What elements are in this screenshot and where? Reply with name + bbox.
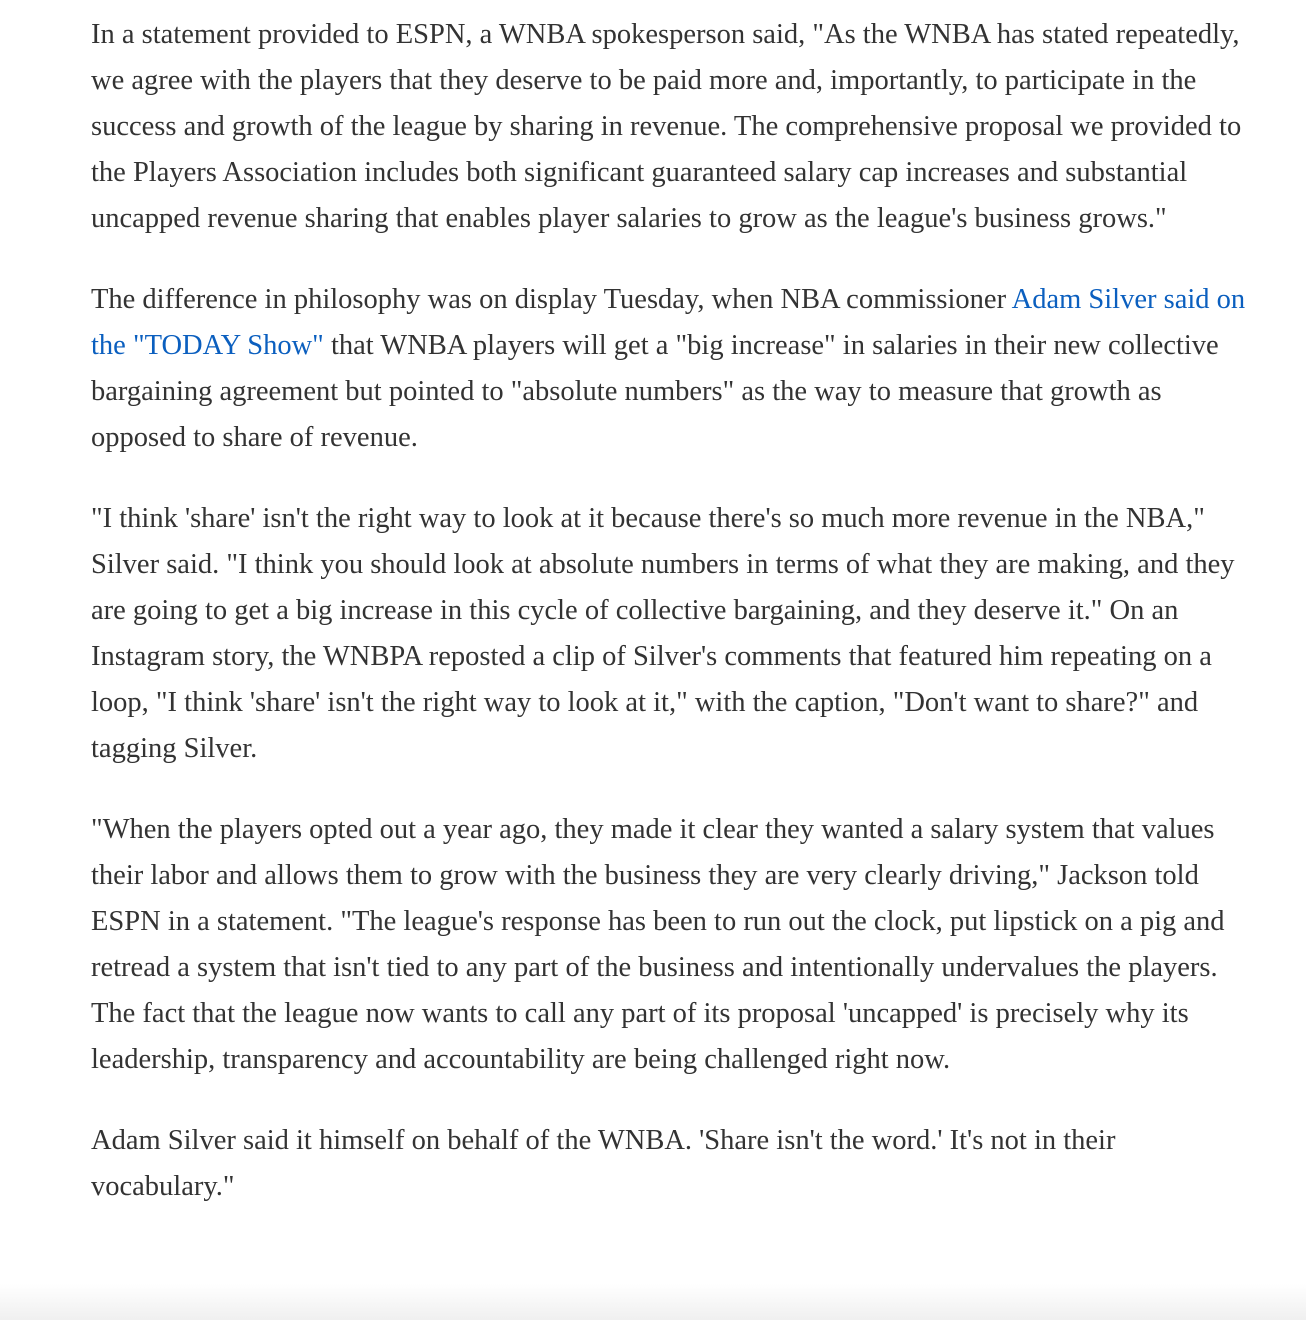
today-show-link[interactable]: Adam Silver said on the "TODAY Show" bbox=[91, 284, 1246, 361]
paragraph-wnba-statement: In a statement provided to ESPN, a WNBA spokesperson said, "As the WNBA has stated repeatedly, we agree with the players that they deserve to be paid more and, importantly, to participate in the success and growth of the league by sharing in revenue. The comprehensive proposal we provided to the Players Association includes both significant guaranteed salary cap increases and substantial uncapped revenue sharing that enables player salaries to grow as the league's business grows." bbox=[91, 19, 1242, 234]
paragraph-philosophy-rest: that WNBA players will get a "big increase" in salaries in their new collective bargaining agreement but pointed to "absolute numbers" as the way to measure that growth as opposed to share of revenue. bbox=[91, 330, 1219, 453]
paragraph-jackson-statement: "When the players opted out a year ago, they made it clear they wanted a salary system that values their labor and allows them to grow with the business they are very clearly driving," Jackson told ESPN in a statement. "The league's response has been to run out the clock, put lipstick on a pig and retread a system that isn't tied to any part of the business and intentionally undervalues the players. The fact that the league now wants to call any part of its proposal 'uncapped' is precisely why its leadership, transparency and accountability are being challenged right now. bbox=[91, 814, 1225, 1075]
paragraph-closing: Adam Silver said it himself on behalf of the WNBA. 'Share isn't the word.' It's not in their vocabulary." bbox=[91, 1125, 1116, 1202]
paragraph-philosophy bbox=[91, 277, 1251, 461]
paragraph-silver-quote: "I think 'share' isn't the right way to look at it because there's so much more revenue in the NBA," Silver said. "I think you should look at absolute numbers in terms of what they are making, and they are going to get a big increase in this cycle of collective bargaining, and they deserve it." On an Instagram story, the WNBPA reposted a clip of Silver's comments that featured him repeating on a loop, "I think 'share' isn't the right way to look at it," with the caption, "Don't want to share?" and tagging Silver. bbox=[91, 503, 1235, 764]
article-body bbox=[91, 12, 1251, 1245]
paragraph-philosophy-intro: The difference in philosophy was on display Tuesday, when NBA commissioner bbox=[91, 284, 1012, 315]
bottom-fade bbox=[0, 1284, 1306, 1320]
